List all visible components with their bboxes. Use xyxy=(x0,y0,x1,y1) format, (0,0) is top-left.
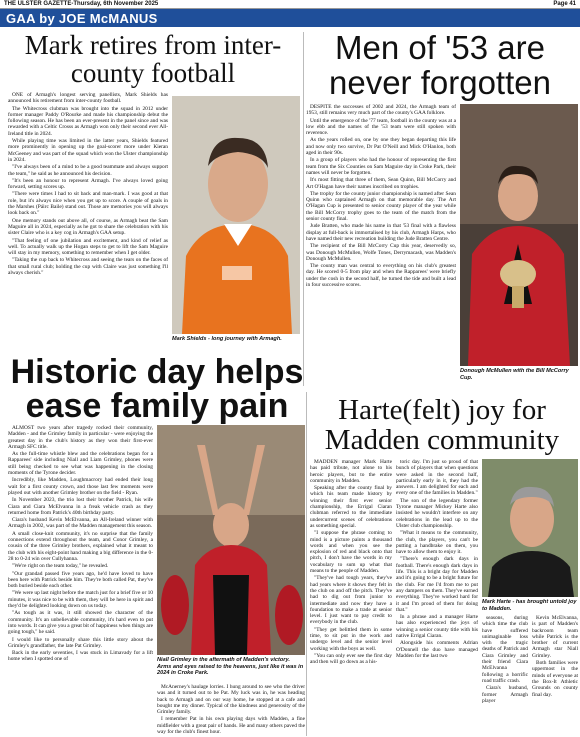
men53-headline: Men of '53 are never forgotten xyxy=(329,29,551,101)
paragraph: The county man was central to everything on his club's greatest day. He scored 0-5 from play and when the Rapparees' were briefly under the cosh in the second half, he turned the tide and built a lead in four successive scores. xyxy=(306,263,456,289)
paragraph: I remember Pat in his own playing days with Madden, a fine midfielder with a great pair of hands. He and many others paved the way for the club's finest hour. xyxy=(157,716,305,736)
paragraph: Incredibly, like Madden, Loughmacrory had ended their long wait for a first county crown, and those last few moments were played out with another Grimley brother on the field - Ryan. xyxy=(8,477,153,496)
mark-photo-caption: Mark Shields - long journey with Armagh. xyxy=(172,336,282,342)
paragraph: "Our grandad passed five years ago, he'd have loved to have been here with Patrick beside him. They're both called Pat, they've both buried beside each other. xyxy=(8,570,153,590)
mark-headline: Mark retires from inter-county football xyxy=(24,30,282,88)
historic-headline: Historic day helps ease family pain xyxy=(10,353,304,425)
harte-column-3 xyxy=(482,615,528,737)
paragraph: "That feeling of one jubilation and excitement, and kind of relief as well. To actually walk up the Hogan steps to get to lift the Sam Maguire will stay in my memory, something to remember when I get older. xyxy=(8,237,168,257)
historic-photo-caption: Niall Grimley in the aftermath of Madden's victory. Arms and eyes raised to the heavens, just like it was in 2024 in Croke Park. xyxy=(157,657,304,676)
paragraph: I would like to personally share this little story about the Grimley's grandfather, the late Pat Grimley. xyxy=(8,636,153,649)
paragraph: Alongside his comments Adrian O'Donnell the duo have managed Madden for the last two xyxy=(396,640,478,659)
paragraph: Jude Bratten, who made his name in that '53 final with a flawless display at full-back is immortalised by his club, Armagh Harps, who have named their new recreation building the Jude Bratten Centre. xyxy=(306,223,456,242)
paragraph: Until the emergence of the '77 team, football in the county was at a low ebb and the names of the '53 team were still spoken with reverence. xyxy=(306,117,456,137)
paragraph: The trophy for the county junior championship is named after Sean Quinn who captained Armagh on that memorable day. The Art O'Hagan Cup is presented to senior county player of the year while the Bill McCorry trophy goes to the team of the match from the senior county final. xyxy=(306,190,456,223)
paragraph: As the full-time whistle blew and the celebrations began for a Rapparees' side including Niall and Liam Grimley, phones were still being checked to see what was happening in the closing moments of the Tyrone decider. xyxy=(8,451,153,477)
paragraph: Speaking after the county final by which his team made history by winning their first ever senior championship, the Errigal Ciaran clubman referred to the immediate undercurrent scenes of celebrations as something special. xyxy=(310,485,392,529)
paragraph: In November 2023, the trio lost their brother Patrick, his wife Ciara and Ciara McElvanna in a freak vehicle crash as they returned home from Patrick's 40th birthday party. xyxy=(8,497,153,516)
paragraph: Both families were uppermost in the minds of everyone at the Box-It Athletic Grounds on county final day. xyxy=(532,660,578,698)
paragraph: The Whitecross clubman was brought into the squad in 2012 under former manager Paddy O'Rourke and made his championship debut the following season. He has been an ever-present in the panel since and was rewarded with a Celtic Crosss as Armagh won only their second ever All-Ireland title in 2024. xyxy=(8,105,168,137)
historic-column-1 xyxy=(8,425,153,735)
paragraph: "What it means to the community, the club, the players, you can't be putting a handbrake on them, you have to allow them to enjoy it. xyxy=(396,530,478,556)
men53-column xyxy=(306,104,456,386)
paragraph: While playing time was limited in the latter years, Shields featured more prominently in opening up the goal-scorer more under Kieran McGeeney and was part of the squad which won the Ulster championship in 2024. xyxy=(8,138,168,163)
mark-harte-photo xyxy=(482,459,578,597)
paragraph: A small close-knit community, it's no surprise that the family connections extend throughout the team, and Conor Grimley, a cousin of the three Grimley brothers, explained what it meant to the club with his eight-point hand making a big difference in the 0-28 to 0-24 win over Cullyhanna. xyxy=(8,530,153,562)
paragraph: ALMOST two years after tragedy rocked their community, Madden - and the Grimley family in particular - were enjoying the greatest day in the club's history as they won their first-ever Armagh SFC title. xyxy=(8,425,153,450)
paragraph: The recipient of the Bill McCorry Cup this year, deservedly so, was Donough McMullen, Wolfe Tones, Derrymacash, was Madden's Donough McMullen. xyxy=(306,243,456,262)
paragraph: MADDEN manager Mark Harte has paid tribute, not alone to his heroic players, but to the entire community in Madden. xyxy=(310,459,392,484)
harte-column-1 xyxy=(310,459,392,737)
paragraph: "There were times I had to sit back and man-mark. I was good at that role, but it's always nice when you get up to score. A couple of goals in the Marshes (Páirc Baile) stand out. Those are memories you will always look back on." xyxy=(8,191,168,217)
paragraph: As the years rolled on, one by one they began departing this life and now only two survive, Dr Pat O'Neill and Mick O'Hanlon, both aged in their 90s. xyxy=(306,137,456,157)
paragraph: Back in the early seventies, I was stuck in Limavady for a lift home when I spotted one of xyxy=(8,650,153,663)
paragraph: Ciara's husband Kevin McElvanna, an All-Ireland winner with Armagh in 2002, was part of the Madden management this season. xyxy=(8,517,153,530)
paragraph: McAnerney's haulage lorries. I hung around to see who the driver was and it turned out to be Pat. My luck was in, he was heading back to Armagh and on our way home, he stopped at a cafe and bought me my dinner. Typical of the kindness and generosity of the Grimley family. xyxy=(157,684,305,716)
paragraph: In a phrase and a manager Harte has also experienced the joys of winning a senior county title with his native Errigal Ciaran. xyxy=(396,614,478,640)
page-number: Page 41 xyxy=(553,1,576,7)
paragraph: "There's enough dark days in football. There's enough dark days in life. This is a bright day for Madden and it's going to be a bright future for the club. For me I'd from me to put any dampers on them. They've earned everything. They've worked hard for it and I'm proud of them for doing that." xyxy=(396,556,478,613)
paragraph: Ciara's husband, former Armagh player xyxy=(482,685,528,704)
paragraph: "I've always been of a mind to be a good teammate and always support the team," he said as he announced his decision. xyxy=(8,164,168,177)
paragraph: "We were up last night before the match just for a brief five or 10 minutes, it was nice to be with them, they will be here in spirit and they'd be delighted looking down on us today. xyxy=(8,590,153,610)
grimley-celebration-photo xyxy=(157,425,305,655)
paragraph: It's most fitting that three of them, Sean Quinn, Bill McCorry and Art O'Hagan have their names inscribed on trophies. xyxy=(306,177,456,190)
page-header xyxy=(0,0,580,9)
harte-column-2 xyxy=(396,459,478,737)
paragraph: "They've had tough years, they've had years where it shows they felt in the club on and off the pitch. They've had to dig out from junior to intermediate and now they have a foundation to make a trade at senior level. I just want to pay credit to everybody in the club. xyxy=(310,575,392,626)
section-banner: GAA by JOE McMANUS xyxy=(0,9,580,27)
paragraph: The son of the legendary former Tyrone manager Mickey Harte also insisted he wouldn't interfere on any celebrations in the lead up to the Ulster club championship. xyxy=(396,497,478,529)
men53-photo-caption: Donough McMullen with the Bill McCorry Cup. xyxy=(460,368,569,381)
paragraph: "Taking the cup back to Whitecross and seeing the tears on the faces of that small rural club; holding the cup with Claire was just something I'll always cherish." xyxy=(8,257,168,277)
paragraph: "I suppose the phrase coming to mind is a picture paints a thousand words and when you see the explosion of red and black onto that pitch, I don't have the words in my vocabulary to sum up what that means to the people of Madden. xyxy=(310,530,392,575)
historic-column-2 xyxy=(157,684,305,736)
paragraph: seasons, during which time the club have suffered unimaginable loss with the tragic deaths of Patrick and Ciara Grimley and their friend Ciara McElvanna following a horrific road traffic crash. xyxy=(482,615,528,684)
paragraph: ONE of Armagh's longest serving panellists, Mark Shields has announced his retirement from inter-county football. xyxy=(8,92,168,105)
mark-shields-photo xyxy=(172,96,300,334)
harte-headline: Harte(felt) joy for Madden community xyxy=(324,394,560,456)
mcmullen-cup-photo xyxy=(460,104,578,366)
column-rule xyxy=(303,32,304,386)
paragraph: "They get belittled them in some time, to sit put in the work and undergo level and the senior level working with the boys as well. xyxy=(310,626,392,652)
column-rule-2 xyxy=(306,392,307,736)
paragraph: "It's been an honour to represent Armagh. I've always loved going forward, setting scores up. xyxy=(8,177,168,191)
paper-dateline: THE ULSTER GAZETTE-Thursday, 6th November 2025 xyxy=(4,1,159,7)
paragraph: toric day. I'm just so proud of that bunch of players that when questions were asked in the second half, particularly early in it, they had the answers. I am delighted for each and every one of the families in Madden." xyxy=(396,459,478,497)
paragraph: "You can only ever see the first day and then will go down as a his- xyxy=(310,652,392,666)
paragraph: Kevin McElvanna, is part of Madden's backroom team while Patrick is the brother of current Armagh star Niall Grimley. xyxy=(532,615,578,659)
paragraph: One memory stands out above all, of course, as Armagh beat the Sam Maguire all in 2024, especially as he got to share the celebration with his sister Claire who is a key cog in Armagh's GAA setup. xyxy=(8,217,168,237)
paragraph: "As tough as it was, it still showed the character of the community. It's an unbelievable community, it's hard even to put into words. It can give you a great bit of happiness when things are going tough," he said. xyxy=(8,610,153,636)
harte-column-4 xyxy=(532,615,578,737)
paragraph: "We're right on the team today," he revealed. xyxy=(12,563,109,570)
paragraph: In a group of players who had the honour of representing the first team from the Six Counties on Sam Maguire day in Croke Park, their names will never be forgotten. xyxy=(306,157,456,176)
mark-column-1 xyxy=(8,92,168,350)
paragraph: DESPITE the successes of 2002 and 2024, the Armagh team of 1953, still remains very much part of the county's GAA folklore. xyxy=(306,104,456,117)
harte-photo-caption: Mark Harte - has brought untold joy to Madden. xyxy=(482,599,577,612)
